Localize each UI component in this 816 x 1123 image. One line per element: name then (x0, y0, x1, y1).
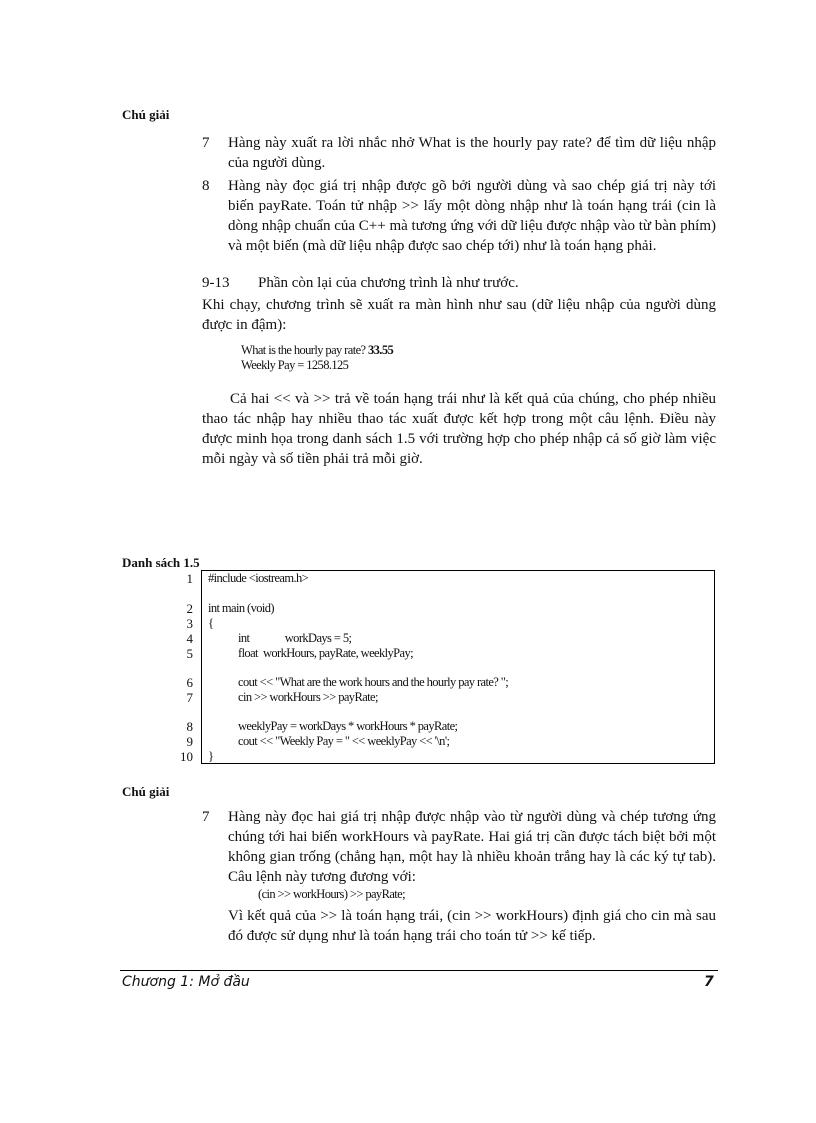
code-line: { (208, 616, 214, 630)
code-line: weeklyPay = workDays * workHours * payRate; (238, 719, 458, 733)
code-line: } (208, 749, 214, 763)
line-number: 1 (186, 571, 193, 586)
run-intro: Khi chạy, chương trình sẽ xuất ra màn hình như sau (dữ liệu nhập của người dùng được in đậm): (202, 297, 716, 333)
line-number: 10 (180, 749, 193, 764)
line-number: 9 (186, 734, 193, 749)
listing-title: Danh sách 1.5 (122, 555, 200, 570)
note-number: 7 (202, 809, 210, 825)
note-text: Hàng này xuất ra lời nhắc nhở What is the hourly pay rate? để tìm dữ liệu nhập của người dùng. (228, 135, 716, 171)
code-line: int main (void) (208, 601, 274, 615)
code-line: cin >> workHours >> payRate; (238, 690, 378, 704)
code-line: float workHours, payRate, weeklyPay; (238, 646, 413, 660)
note-number: 9-13 (202, 275, 230, 291)
body-paragraph: Cả hai << và >> trả về toán hạng trái như là kết quả của chúng, cho phép nhiều thao tác nhập hay nhiều thao tác xuất được kết hợp trong một câu lệnh. Điều này được minh họa trong danh sách 1.5 với trường hợp cho phép nhập cả số giờ làm việc mỗi ngày và số tiền phải trả mỗi giờ. (202, 391, 716, 467)
note-text: Hàng này đọc hai giá trị nhập được nhập vào từ người dùng và chép tương ứng chúng tới hai biến workHours và payRate. Hai giá trị cần được tách biệt bởi một không gian trống (chẳng hạn, một hay là nhiều khoản trắng hay là các ký tự tab). Câu lệnh này tương đương với: (228, 809, 716, 885)
code-line: cout << "Weekly Pay = " << weeklyPay << '\n'; (238, 734, 450, 748)
follow-text: Vì kết quả của >> là toán hạng trái, (cin >> workHours) định giá cho cin mà sau đó được sử dụng như là toán hạng trái cho toán tử >> kế tiếp. (228, 908, 716, 944)
line-number: 7 (186, 690, 193, 705)
line-number: 5 (186, 646, 193, 661)
note-number: 7 (202, 135, 210, 151)
line-number: 3 (186, 616, 193, 631)
code-example: (cin >> workHours) >> payRate; (258, 887, 405, 901)
code-line: int workDays = 5; (238, 631, 352, 645)
line-number: 4 (186, 631, 193, 646)
code-line: cout << "What are the work hours and the hourly pay rate? "; (238, 675, 509, 689)
footer-divider (120, 970, 718, 971)
section-heading-notes-2: Chú giải (122, 784, 170, 799)
code-line: #include <iostream.h> (208, 571, 309, 585)
output-line-1 (241, 343, 393, 358)
line-number: 6 (186, 675, 193, 690)
output-user-input: 33.55 (368, 343, 394, 357)
line-number: 2 (186, 601, 193, 616)
note-number: 8 (202, 178, 210, 194)
section-heading-notes-1: Chú giải (122, 107, 170, 122)
note-text: Hàng này đọc giá trị nhập được gõ bởi người dùng và sao chép giá trị này tới biến payRate. Toán tử nhập >> lấy một dòng nhập như là toán hạng trái (cin là dòng nhập chuẩn của C++ mà tương ứng với dữ liệu được nhập vào từ bàn phím) và một biến (mà dữ liệu nhập được sao chép tới) như là toán hạng phải. (228, 178, 716, 254)
page-number: 7 (704, 974, 714, 990)
line-number: 8 (186, 719, 193, 734)
note-text: Phần còn lại của chương trình là như trước. (258, 275, 519, 291)
output-line-2: Weekly Pay = 1258.125 (241, 358, 349, 372)
output-prompt: What is the hourly pay rate? (241, 343, 368, 357)
footer-chapter: Chương 1: Mở đầu (122, 974, 250, 990)
